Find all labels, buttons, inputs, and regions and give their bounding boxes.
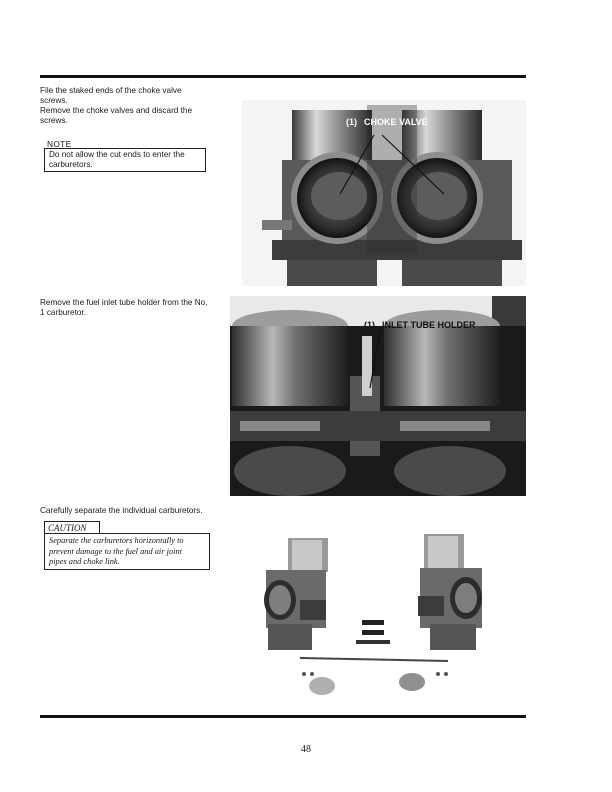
note-line: Do not allow the cut ends to enter the [49,150,185,159]
photo2-callout-text: INLET TUBE HOLDER [382,320,476,330]
step1-text [40,86,220,126]
step3-line: Carefully separate the individual carburetors. [40,506,203,515]
step2-line: Remove the fuel inlet tube holder from the No. [40,298,208,307]
step1-line: screws. [40,116,68,125]
caution-line: prevent damage to the fuel and air joint [49,546,182,556]
step1-line: screws. [40,96,68,105]
photo-inlet-tube-holder [230,296,526,496]
note-line: carburetors. [49,160,93,169]
step1-line: Remove the choke valves and discard the [40,106,193,115]
note-label: NOTE [47,139,72,149]
bottom-rule [40,715,526,718]
note-box [44,148,206,172]
photo1-callout-text: CHOKE VALVE [364,117,428,127]
photo1-callout-num: (1) [346,117,357,127]
top-rule [40,75,526,78]
photo-separated-carburetors [252,524,500,704]
step3-text [40,506,240,516]
caution-line: Separate the carburetors horizontally to [49,536,184,545]
photo-choke-valve [242,100,526,286]
step2-line: 1 carburetor. [40,308,86,317]
caution-line: pipes and choke link. [49,557,120,566]
caution-label: CAUTION [44,521,100,533]
page-number: 48 [301,744,311,755]
step2-text [40,298,240,318]
photo2-callout-num: (1) [364,320,375,330]
caution-box [44,533,210,570]
step1-line: File the staked ends of the choke valve [40,86,182,95]
